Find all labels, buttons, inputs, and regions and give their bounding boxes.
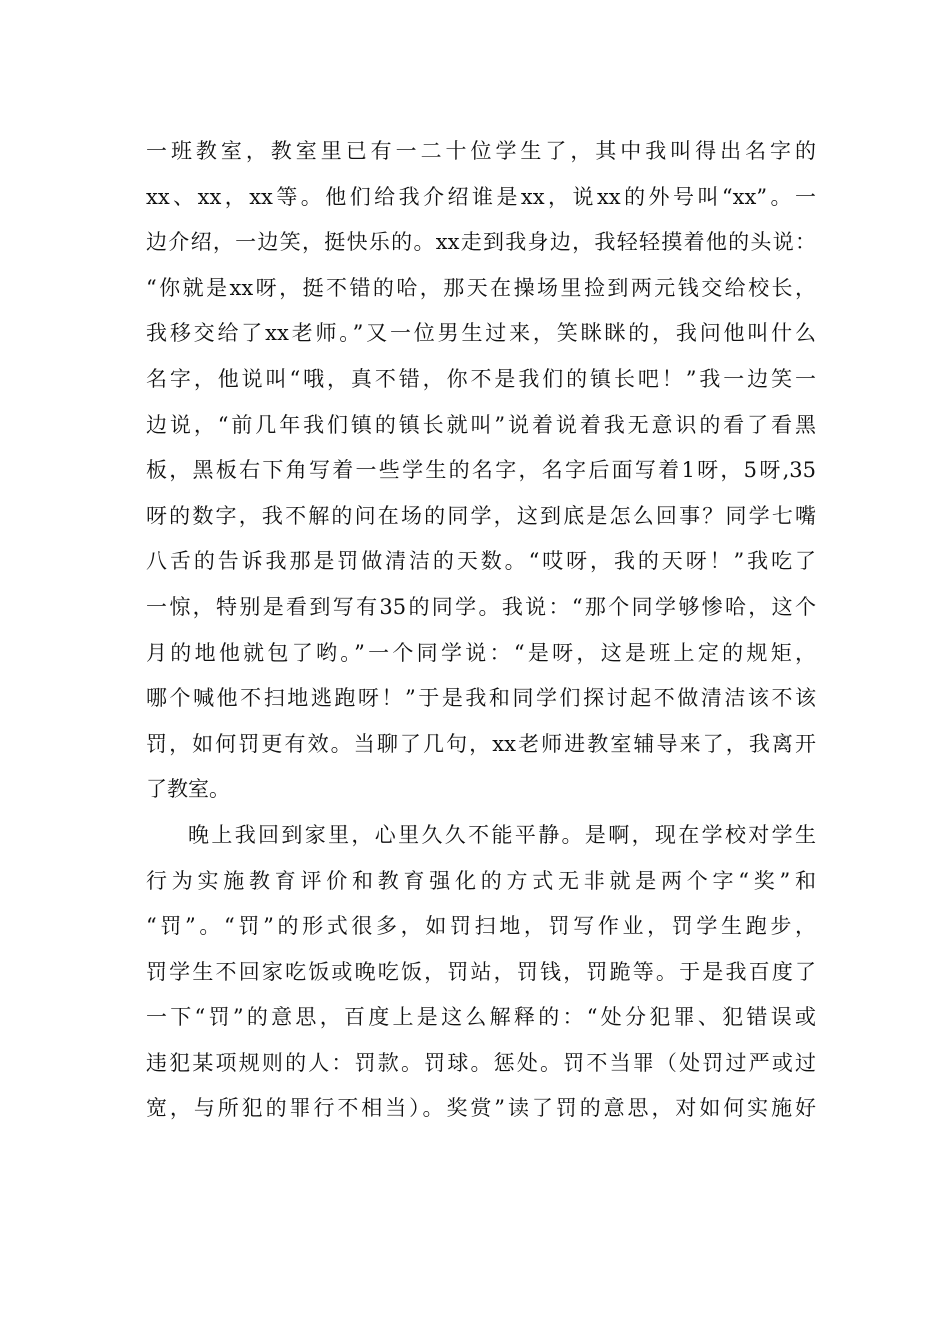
text-line: 板，黑板右下角写着一些学生的名字，名字后面写着1呀，5呀,35: [146, 458, 816, 483]
text-line: “你就是xx呀，挺不错的哈，那天在操场里捡到两元钱交给校长，: [146, 275, 816, 300]
text-line: 名字，他说叫“哦，真不错，你不是我们的镇长吧！”我一边笑一: [146, 366, 816, 391]
text-line: 一惊，特别是看到写有35的同学。我说：“那个同学够惨哈，这个: [146, 594, 816, 619]
text-line: 一下“罚”的意思，百度上是这么解释的：“处分犯罪、犯错误或: [146, 1005, 816, 1030]
text-line: 宽，与所犯的罪行不相当）。奖赏”读了罚的意思，对如何实施好: [146, 1096, 816, 1121]
text-line: 晚上我回到家里，心里久久不能平静。是啊，现在学校对学生: [188, 822, 816, 847]
text-line: xx、xx，xx等。他们给我介绍谁是xx，说xx的外号叫“xx”。一: [146, 184, 816, 209]
text-line: 呀的数字，我不解的问在场的同学，这到底是怎么回事？同学七嘴: [146, 503, 816, 528]
text-line: 八舌的告诉我那是罚做清洁的天数。“哎呀，我的天呀！”我吃了: [146, 549, 816, 574]
document-body: [146, 129, 816, 1132]
text-line: 了教室。: [146, 777, 230, 802]
text-line: 边介绍，一边笑，挺快乐的。xx走到我身边，我轻轻摸着他的头说：: [146, 230, 816, 255]
text-line: 月的地他就包了哟。”一个同学说：“是呀，这是班上定的规矩，: [146, 640, 816, 665]
text-line: 我移交给了xx老师。”又一位男生过来，笑眯眯的，我问他叫什么: [146, 321, 816, 346]
text-line: 罚，如何罚更有效。当聊了几句，xx老师进教室辅导来了，我离开: [146, 731, 816, 756]
text-line: 违犯某项规则的人：罚款。罚球。惩处。罚不当罪（处罚过严或过: [146, 1050, 816, 1075]
text-line: 哪个喊他不扫地逃跑呀！”于是我和同学们探讨起不做清洁该不该: [146, 686, 816, 711]
paragraph-2: [146, 813, 816, 1132]
text-line: 一班教室，教室里已有一二十位学生了，其中我叫得出名字的: [146, 139, 816, 163]
paragraph-1: [146, 129, 816, 813]
text-line: 行为实施教育评价和教育强化的方式无非就是两个字“奖”和: [146, 868, 816, 893]
text-line: 边说，“前几年我们镇的镇长就叫”说着说着我无意识的看了看黑: [146, 412, 816, 437]
text-line: 罚学生不回家吃饭或晚吃饭，罚站，罚钱，罚跪等。于是我百度了: [146, 959, 816, 984]
text-line: “罚”。“罚”的形式很多，如罚扫地，罚写作业，罚学生跑步，: [146, 914, 816, 939]
